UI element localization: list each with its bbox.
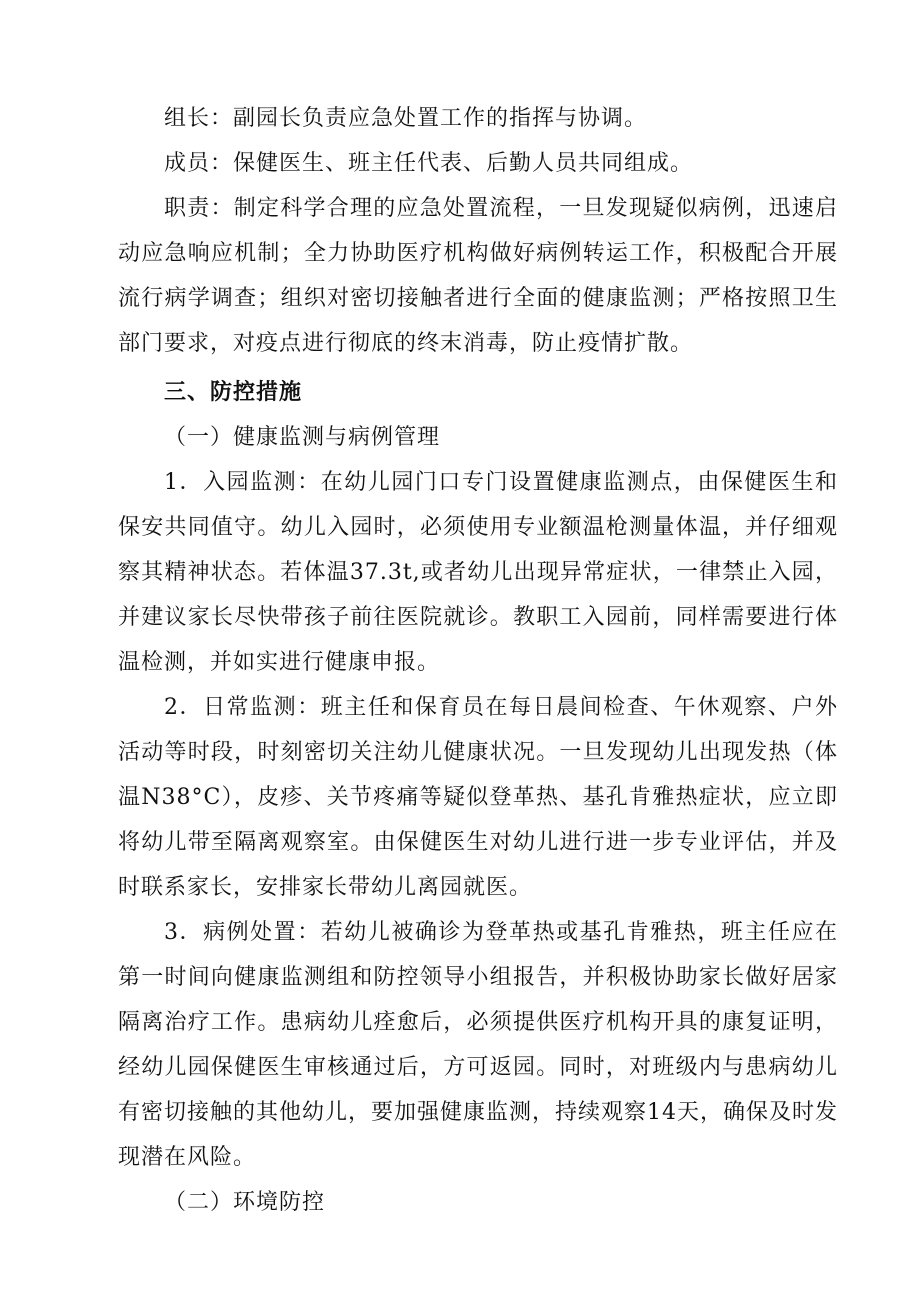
subsection-heading-environment-control: （二）环境防控: [164, 1190, 326, 1215]
item-case-handling: 3．病例处置：若幼儿被确诊为登革热或基孔肯雅热，班主任应在第一时间向健康监测组和防控领导小组报告，并积极协助家长做好居家隔离治疗工作。患病幼儿痊愈后，必须提供医疗机构开具的康复证明，经幼儿园保健医生审核通过后，方可返园。同时，对班级内与患病幼儿有密切接触的其他幼儿，要加强健康监测，持续观察14天，确保及时发现潜在风险。: [118, 920, 838, 1170]
paragraph-duties: 职责：制定科学合理的应急处置流程，一旦发现疑似病例，迅速启动应急响应机制；全力协助医疗机构做好病例转运工作，积极配合开展流行病学调查；组织对密切接触者进行全面的健康监测；严格按照卫生部门要求，对疫点进行彻底的终末消毒，防止疫情扩散。: [118, 196, 838, 356]
document-body: [118, 96, 838, 1225]
item-entry-monitoring: 1．入园监测：在幼儿园门口专门设置健康监测点，由保健医生和保安共同值守。幼儿入园时，必须使用专业额温枪测量体温，并仔细观察其精神状态。若体温37.3t,或者幼儿出现异常症状，一律禁止入园，并建议家长尽快带孩子前往医院就诊。教职工入园前，同样需要进行体温检测，并如实进行健康申报。: [118, 470, 838, 675]
section-heading-prevention-measures: 三、防控措施: [164, 379, 303, 405]
paragraph-members: 成员：保健医生、班主任代表、后勤人员共同组成。: [164, 151, 694, 176]
paragraph-group-leader: 组长：副园长负责应急处置工作的指挥与协调。: [164, 106, 648, 131]
subsection-heading-health-monitoring: （一）健康监测与病例管理: [164, 425, 441, 450]
item-daily-monitoring: 2．日常监测：班主任和保育员在每日晨间检查、午休观察、户外活动等时段，时刻密切关注幼儿健康状况。一旦发现幼儿出现发热（体温N38°C），皮疹、关节疼痛等疑似登革热、基孔肯雅热症状，应立即将幼儿带至隔离观察室。由保健医生对幼儿进行进一步专业评估，并及时联系家长，安排家长带幼儿离园就医。: [118, 695, 838, 900]
